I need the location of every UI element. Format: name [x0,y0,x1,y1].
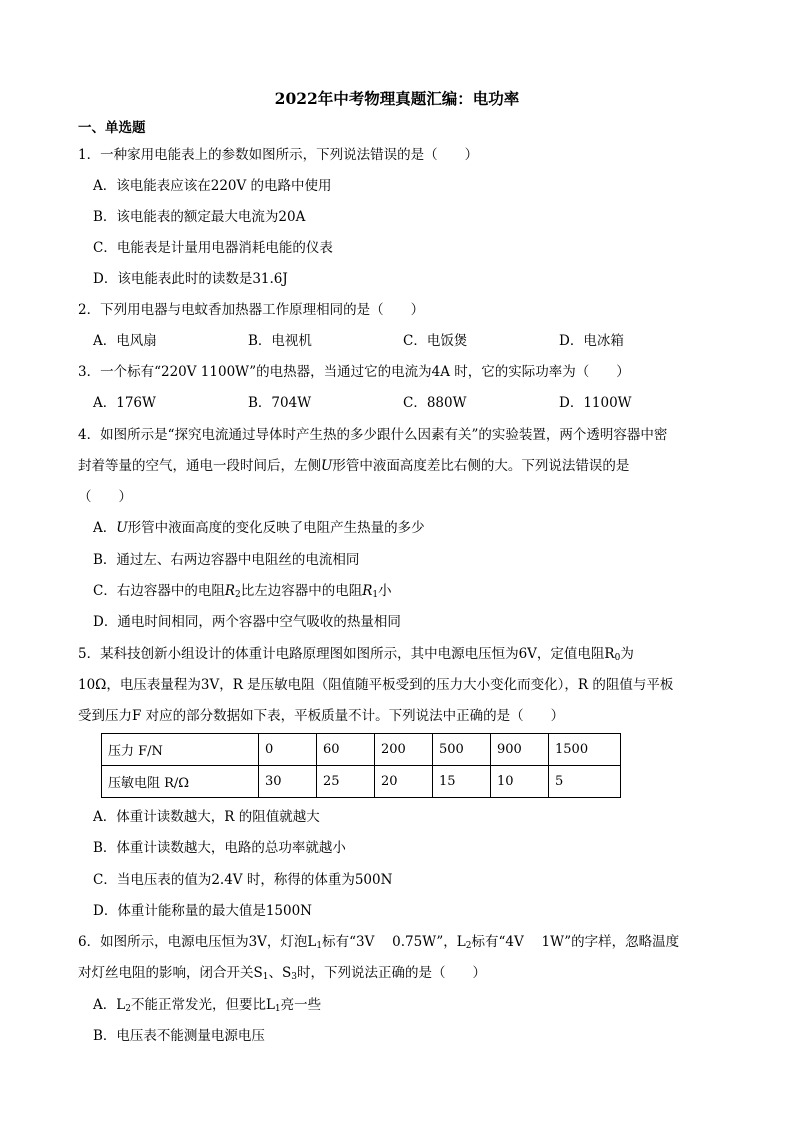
q6-stem-line2: 对灯丝电阻的影响，闭合开关$S_1$、$S_3$时，下列说法正确的是（ ） [78,965,486,982]
q5-stem-line1: 5．某科技创新小组设计的体重计电路原理图如图所示，其中电源电压恒为6V，定值电阻$R_0$为 [78,646,634,663]
q5-option-d: D．体重计能称量的最大值是1500N [93,903,312,919]
table-cell: 0 [259,734,317,766]
q1-option-d: D．该电能表此时的读数是31.6J [93,271,288,287]
pressure-resistance-table [101,733,621,798]
q4-stem-line3: （ ） [78,489,132,505]
q1-option-a: A．该电能表应该在220V 的电路中使用 [93,178,332,194]
q5-option-a: A．体重计读数越大，R 的阻值就越大 [93,809,320,825]
q1-option-c: C．电能表是计量用电器消耗电能的仪表 [93,240,333,256]
q2-stem: 2．下列用电器与电蚊香加热器工作原理相同的是（ ） [78,302,425,318]
table-cell: 25 [317,766,375,798]
table-cell: 60 [317,734,375,766]
q3-option-a: A．176W [93,395,156,411]
q5-stem-line3: 受到压力F 对应的部分数据如下表，平板质量不计。下列说法中正确的是（ ） [78,708,565,724]
table-cell: 10 [491,766,549,798]
table-header-cell: 压敏电阻 R/Ω [102,766,259,798]
table-cell: 1500 [549,734,621,766]
q1-option-b: B．该电能表的额定最大电流为20A [93,209,306,225]
q2-option-d: D．电冰箱 [559,333,624,349]
q2-option-a: A．电风扇 [93,333,157,349]
table-cell: 5 [549,766,621,798]
table-cell: 900 [491,734,549,766]
q3-option-b: B．704W [248,395,312,411]
table-cell: 500 [433,734,491,766]
q4-stem-line2: 封着等量的空气，通电一段时间后，左侧U形管中液面高度差比右侧的大。下列说法错误的是 [78,458,630,474]
page-title: 2022年中考物理真题汇编：电功率 [274,89,520,108]
q3-option-d: D．1100W [559,395,632,411]
q4-option-d: D．通电时间相同，两个容器中空气吸收的热量相同 [93,614,401,630]
q6-option-b: B．电压表不能测量电源电压 [93,1028,265,1044]
table-cell: 30 [259,766,317,798]
q2-option-b: B．电视机 [248,333,312,349]
q5-stem-line2: 10Ω，电压表量程为3V，R 是压敏电阻（阻值随平板受到的压力大小变化而变化），R 的阻值与平板 [78,677,674,693]
table-cell: 15 [433,766,491,798]
q6-option-a: A．$L_2$不能正常发光，但要比$L_1$亮一些 [93,997,322,1014]
q1-stem: 1．一种家用电能表上的参数如图所示，下列说法错误的是（ ） [78,147,479,163]
table-header-cell: 压力 F/N [102,734,259,766]
q3-option-c: C．880W [403,395,467,411]
q4-option-a: A．U形管中液面高度的变化反映了电阻产生热量的多少 [93,520,425,536]
q4-stem-line1: 4．如图所示是“探究电流通过导体时产生热的多少跟什么因素有关”的实验装置，两个透明容器中密 [78,427,668,443]
q3-stem: 3．一个标有“220V 1100W”的电热器，当通过它的电流为4A 时，它的实际功率为（ ） [78,364,630,380]
q4-option-c: C．右边容器中的电阻$R_2$比左边容器中的电阻$R_1$小 [93,583,392,600]
q5-option-c: C．当电压表的值为2.4V 时，称得的体重为500N [93,872,393,888]
table-row [102,766,621,798]
q5-option-b: B．体重计读数越大，电路的总功率就越小 [93,840,346,856]
q6-stem-line1: 6．如图所示，电源电压恒为3V，灯泡$L_1$标有“3V 0.75W”，$L_2$标有“4V 1W”的字样，忽略温度 [78,934,680,951]
q4-option-b: B．通过左、右两边容器中电阻丝的电流相同 [93,552,360,568]
q2-option-c: C．电饭煲 [403,333,468,349]
table-cell: 20 [375,766,433,798]
table-row [102,734,621,766]
table-cell: 200 [375,734,433,766]
section-heading: 一、单选题 [78,120,146,136]
